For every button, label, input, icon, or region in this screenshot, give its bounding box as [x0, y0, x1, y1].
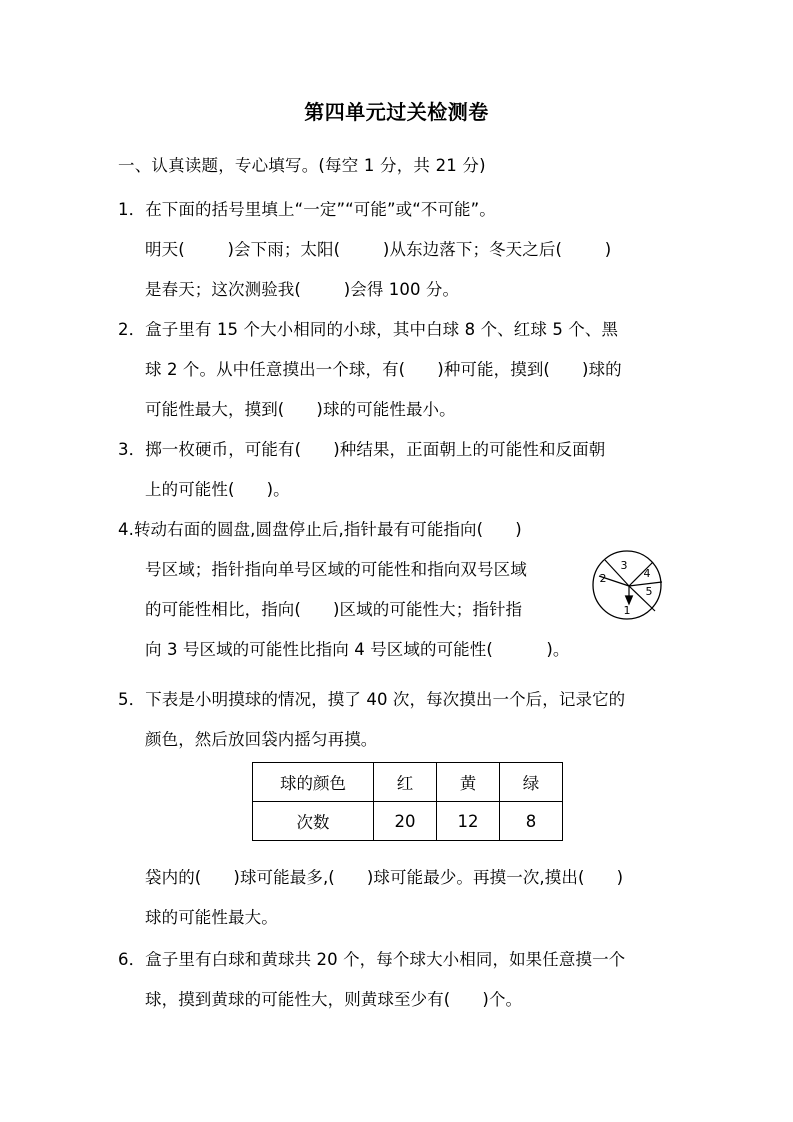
question-2-line-3: 可能性最大，摸到( )球的可能性最小。: [145, 400, 456, 419]
table-row: [253, 802, 563, 841]
table-cell-header-green: 绿: [500, 763, 563, 802]
question-2-line-2: 球 2 个。从中任意摸出一个球，有( )种可能，摸到( )球的: [145, 360, 622, 379]
spinner-label-1: 1: [623, 604, 631, 617]
question-1-line-2: 明天( )会下雨；太阳( )从东边落下；冬天之后( ): [145, 240, 612, 259]
table-cell-header-red: 红: [374, 763, 437, 802]
page-title: 第四单元过关检测卷: [304, 100, 489, 124]
question-5-line-2: 颜色，然后放回袋内摇匀再摸。: [145, 730, 378, 749]
question-1-line-1: 1．在下面的括号里填上“一定”“可能”或“不可能”。: [118, 200, 496, 219]
spinner-diagram: [591, 549, 663, 621]
question-1-line-3: 是春天；这次测验我( )会得 100 分。: [145, 280, 460, 299]
question-3-line-1: 3．掷一枚硬币，可能有( )种结果，正面朝上的可能性和反面朝: [118, 440, 606, 459]
table-cell-header-yellow: 黄: [437, 763, 500, 802]
ball-color-table: [252, 762, 563, 841]
question-6-line-1: 6．盒子里有白球和黄球共 20 个，每个球大小相同，如果任意摸一个: [118, 950, 626, 969]
question-3-line-2: 上的可能性( )。: [145, 480, 290, 499]
question-4-line-4: 向 3 号区域的可能性比指向 4 号区域的可能性( )。: [145, 640, 570, 659]
question-5-line-4: 球的可能性最大。: [145, 908, 278, 927]
table-row: [253, 763, 563, 802]
question-4-line-2: 号区域；指针指向单号区域的可能性和指向双号区域: [145, 560, 527, 579]
spinner-label-2: 2: [599, 572, 607, 585]
spinner-label-5: 5: [645, 585, 653, 598]
question-4-line-3: 的可能性相比，指向( )区域的可能性大；指针指: [145, 600, 523, 619]
question-5-line-1: 5．下表是小明摸球的情况，摸了 40 次，每次摸出一个后，记录它的: [118, 690, 626, 709]
table-cell-label-count: 次数: [253, 802, 374, 841]
question-6-line-2: 球，摸到黄球的可能性大，则黄球至少有( )个。: [145, 990, 523, 1009]
question-5-line-3: 袋内的( )球可能最多,( )球可能最少。再摸一次,摸出( ): [145, 868, 624, 887]
table-cell-count-yellow: 12: [437, 802, 500, 841]
question-4-line-1: 4.转动右面的圆盘,圆盘停止后,指针最有可能指向( ): [118, 520, 522, 539]
table-cell-count-red: 20: [374, 802, 437, 841]
question-2-line-1: 2．盒子里有 15 个大小相同的小球，其中白球 8 个、红球 5 个、黑: [118, 320, 619, 339]
spinner-label-4: 4: [643, 567, 651, 580]
spinner-label-3: 3: [620, 559, 628, 572]
table-cell-header-color: 球的颜色: [253, 763, 374, 802]
table-cell-count-green: 8: [500, 802, 563, 841]
section-heading: 一、认真读题，专心填写。(每空 1 分，共 21 分): [118, 156, 486, 175]
